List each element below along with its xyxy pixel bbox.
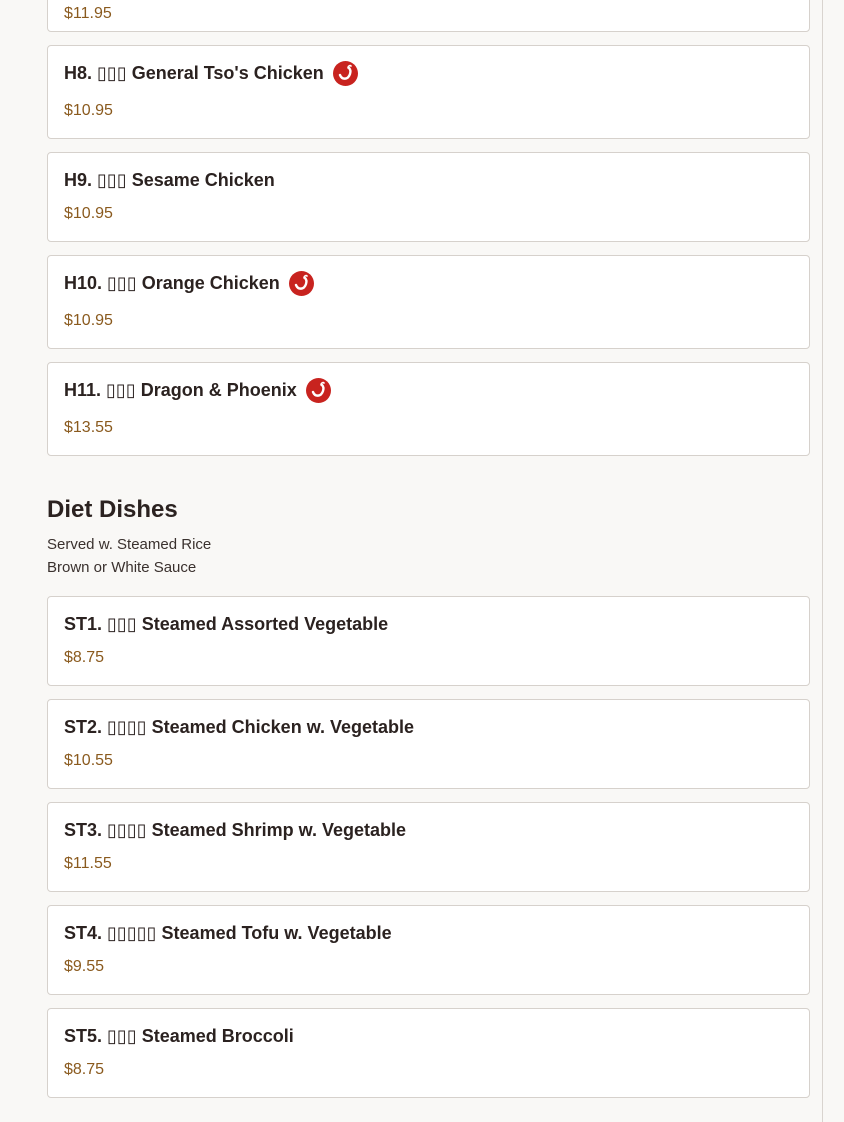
menu-item-card[interactable] xyxy=(47,45,810,139)
menu-item-card[interactable] xyxy=(47,905,810,995)
item-name: ST2. ▯▯▯▯ Steamed Chicken w. Vegetable xyxy=(64,716,415,737)
item-title xyxy=(64,270,314,296)
menu-item-card[interactable] xyxy=(47,255,810,349)
item-price: $11.95 xyxy=(64,5,112,22)
item-price: $13.55 xyxy=(64,419,113,436)
item-name: H11. ▯▯▯ Dragon & Phoenix xyxy=(64,379,297,400)
item-price: $11.55 xyxy=(64,855,112,872)
item-title xyxy=(64,714,414,740)
item-price: $10.55 xyxy=(64,752,113,769)
item-title xyxy=(64,60,358,86)
item-price: $9.55 xyxy=(64,958,105,975)
chili-pepper-icon xyxy=(333,61,358,86)
item-name: ST5. ▯▯▯ Steamed Broccoli xyxy=(64,1025,294,1046)
menu-item-card[interactable] xyxy=(47,362,810,456)
item-price: $10.95 xyxy=(64,205,113,222)
item-name: ST1. ▯▯▯ Steamed Assorted Vegetable xyxy=(64,613,389,634)
item-title xyxy=(64,167,275,193)
chili-pepper-icon xyxy=(289,271,314,296)
item-name: ST4. ▯▯▯▯▯ Steamed Tofu w. Vegetable xyxy=(64,922,392,943)
section-note: Brown or White Sauce xyxy=(47,559,197,576)
item-price: $10.95 xyxy=(64,312,113,329)
section-note: Served w. Steamed Rice xyxy=(47,536,212,553)
item-title xyxy=(64,611,388,637)
item-name: H9. ▯▯▯ Sesame Chicken xyxy=(64,169,275,190)
menu-item-card[interactable] xyxy=(47,596,810,686)
item-price: $8.75 xyxy=(64,649,105,666)
menu-item-card[interactable] xyxy=(47,152,810,242)
item-name: ST3. ▯▯▯▯ Steamed Shrimp w. Vegetable xyxy=(64,819,407,840)
item-name: H8. ▯▯▯ General Tso's Chicken xyxy=(64,62,324,83)
right-edge-divider xyxy=(822,0,823,1122)
item-price: $8.75 xyxy=(64,1061,105,1078)
menu-item-card[interactable] xyxy=(47,802,810,892)
item-title xyxy=(64,1023,294,1049)
item-title xyxy=(64,377,331,403)
menu-item-card-partial[interactable] xyxy=(47,0,810,32)
section-title: Diet Dishes xyxy=(47,496,178,523)
menu-item-card[interactable] xyxy=(47,699,810,789)
item-title xyxy=(64,920,392,946)
item-price: $10.95 xyxy=(64,102,113,119)
menu-item-card[interactable] xyxy=(47,1008,810,1098)
item-title xyxy=(64,817,406,843)
chili-pepper-icon xyxy=(306,378,331,403)
item-name: H10. ▯▯▯ Orange Chicken xyxy=(64,272,280,293)
